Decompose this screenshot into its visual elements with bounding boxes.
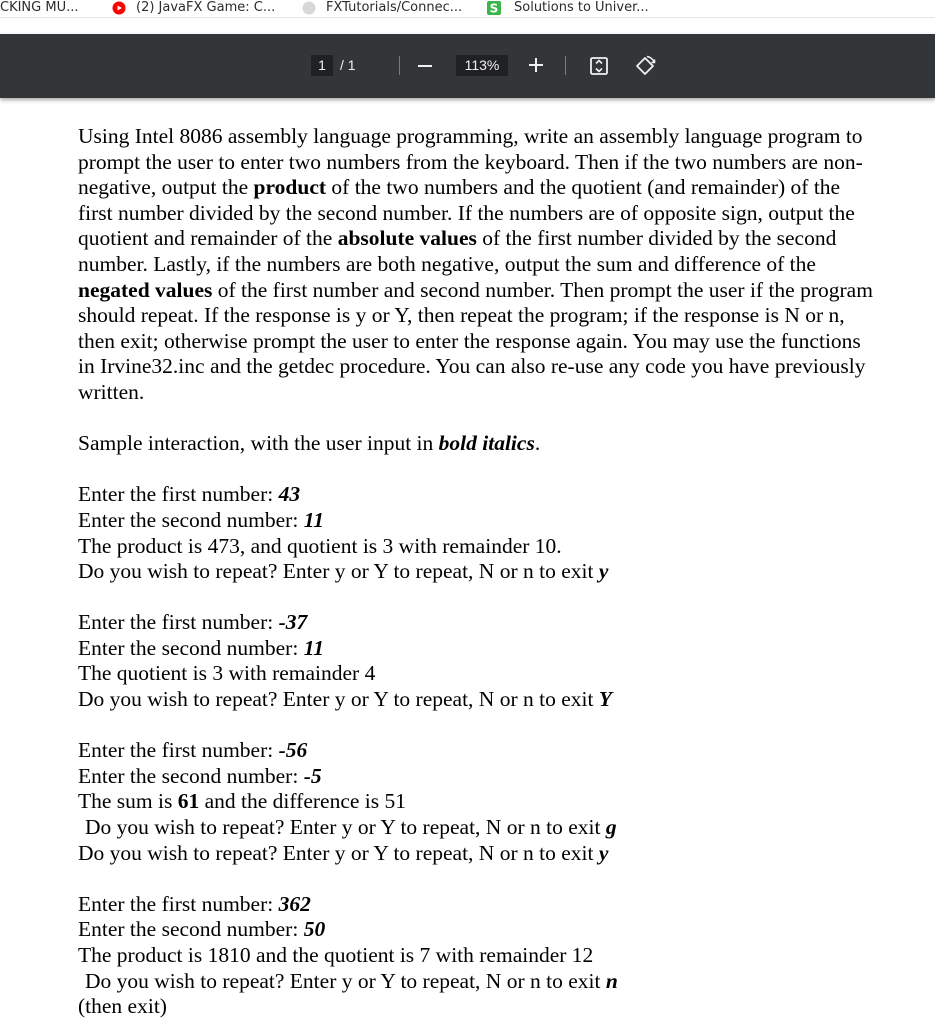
- bookmark-item[interactable]: Solutions to Univer...: [514, 0, 649, 15]
- user-input: g: [605, 815, 617, 840]
- bookmark-item[interactable]: FXTutorials/Connec...: [326, 0, 463, 15]
- bookmark-item[interactable]: CKING MU...: [0, 0, 79, 15]
- toolbar-divider: [565, 56, 566, 75]
- bold-term: negated values: [78, 277, 213, 302]
- example-4: Enter the first number: 362 Enter the second number: 50 The product is 1810 and the quotient is 7 with remainder 12 Do you wish to repeat? Enter y or Y to repeat, N or n to exit n (then exit): [78, 891, 618, 1019]
- bookmarks-bar: [0, 0, 935, 18]
- pdf-page-content: [78, 124, 878, 1020]
- example-3: Enter the first number: -56 Enter the second number: -5 The sum is 61 and the difference is 51 Do you wish to repeat? Enter y or Y to repeat, N or n to exit g Do you wish to repeat? Enter y or Y to repeat, N or n to exit y: [78, 738, 617, 865]
- bold-term: absolute values: [337, 226, 477, 251]
- bold-term: product: [253, 175, 327, 200]
- github-icon: [302, 1, 316, 15]
- user-input: n: [605, 968, 618, 993]
- fit-page-icon[interactable]: [589, 56, 609, 76]
- example-2: Enter the first number: -37 Enter the second number: 11 The quotient is 3 with remainder 4 Do you wish to repeat? Enter y or Y to repeat, N or n to exit Y: [78, 610, 612, 712]
- user-input: 11: [303, 507, 325, 532]
- user-input: 11: [303, 635, 325, 660]
- zoom-in-button[interactable]: [527, 56, 545, 74]
- sample-intro: Sample interaction, with the user input in bold italics.: [78, 431, 541, 456]
- user-input: 362: [278, 891, 311, 916]
- user-input: y: [598, 559, 609, 584]
- user-input: y: [598, 840, 609, 865]
- toolbar-divider: [399, 56, 400, 75]
- user-input: -37: [278, 610, 308, 635]
- zoom-level-input[interactable]: 113%: [456, 55, 508, 76]
- user-input: 43: [278, 482, 301, 507]
- page-total: / 1: [340, 57, 356, 73]
- problem-statement: Using Intel 8086 assembly language programming, write an assembly language program to prompt the user to enter two numbers from the keyboard. Then if the two numbers are non-negative, output the product of the two numbers and the quotient (and remainder) of the first number divided by the second number. If the numbers are of opposite sign, output the quotient and remainder of the absolute values of the first number divided by the second number. Lastly, if the numbers are both negative, output the sum and difference of the negated values of the first number and second number. Then prompt the user if the program should repeat. If the response is y or Y, then repeat the program; if the response is N or n, then exit; otherwise prompt the user to enter the response again. You may use the functions in Irvine32.inc and the getdec procedure. You can also re-use any code you have previously written.: [78, 124, 873, 404]
- rotate-icon[interactable]: [633, 54, 657, 78]
- bookmark-item[interactable]: (2) JavaFX Game: C...: [136, 0, 276, 15]
- user-input: Y: [598, 687, 612, 712]
- pdf-toolbar: [0, 34, 935, 98]
- user-input: -56: [278, 738, 308, 763]
- page-number-input[interactable]: 1: [311, 55, 333, 76]
- youtube-icon: [112, 1, 126, 15]
- zoom-out-button[interactable]: [418, 65, 432, 67]
- user-input: 50: [303, 917, 326, 942]
- svg-text:S: S: [489, 1, 499, 15]
- example-1: Enter the first number: 43 Enter the second number: 11 The product is 473, and quotient is 3 with remainder 10. Do you wish to repeat? Enter y or Y to repeat, N or n to exit y: [78, 482, 609, 584]
- user-input: -5: [303, 763, 322, 788]
- solutions-icon: [487, 1, 501, 15]
